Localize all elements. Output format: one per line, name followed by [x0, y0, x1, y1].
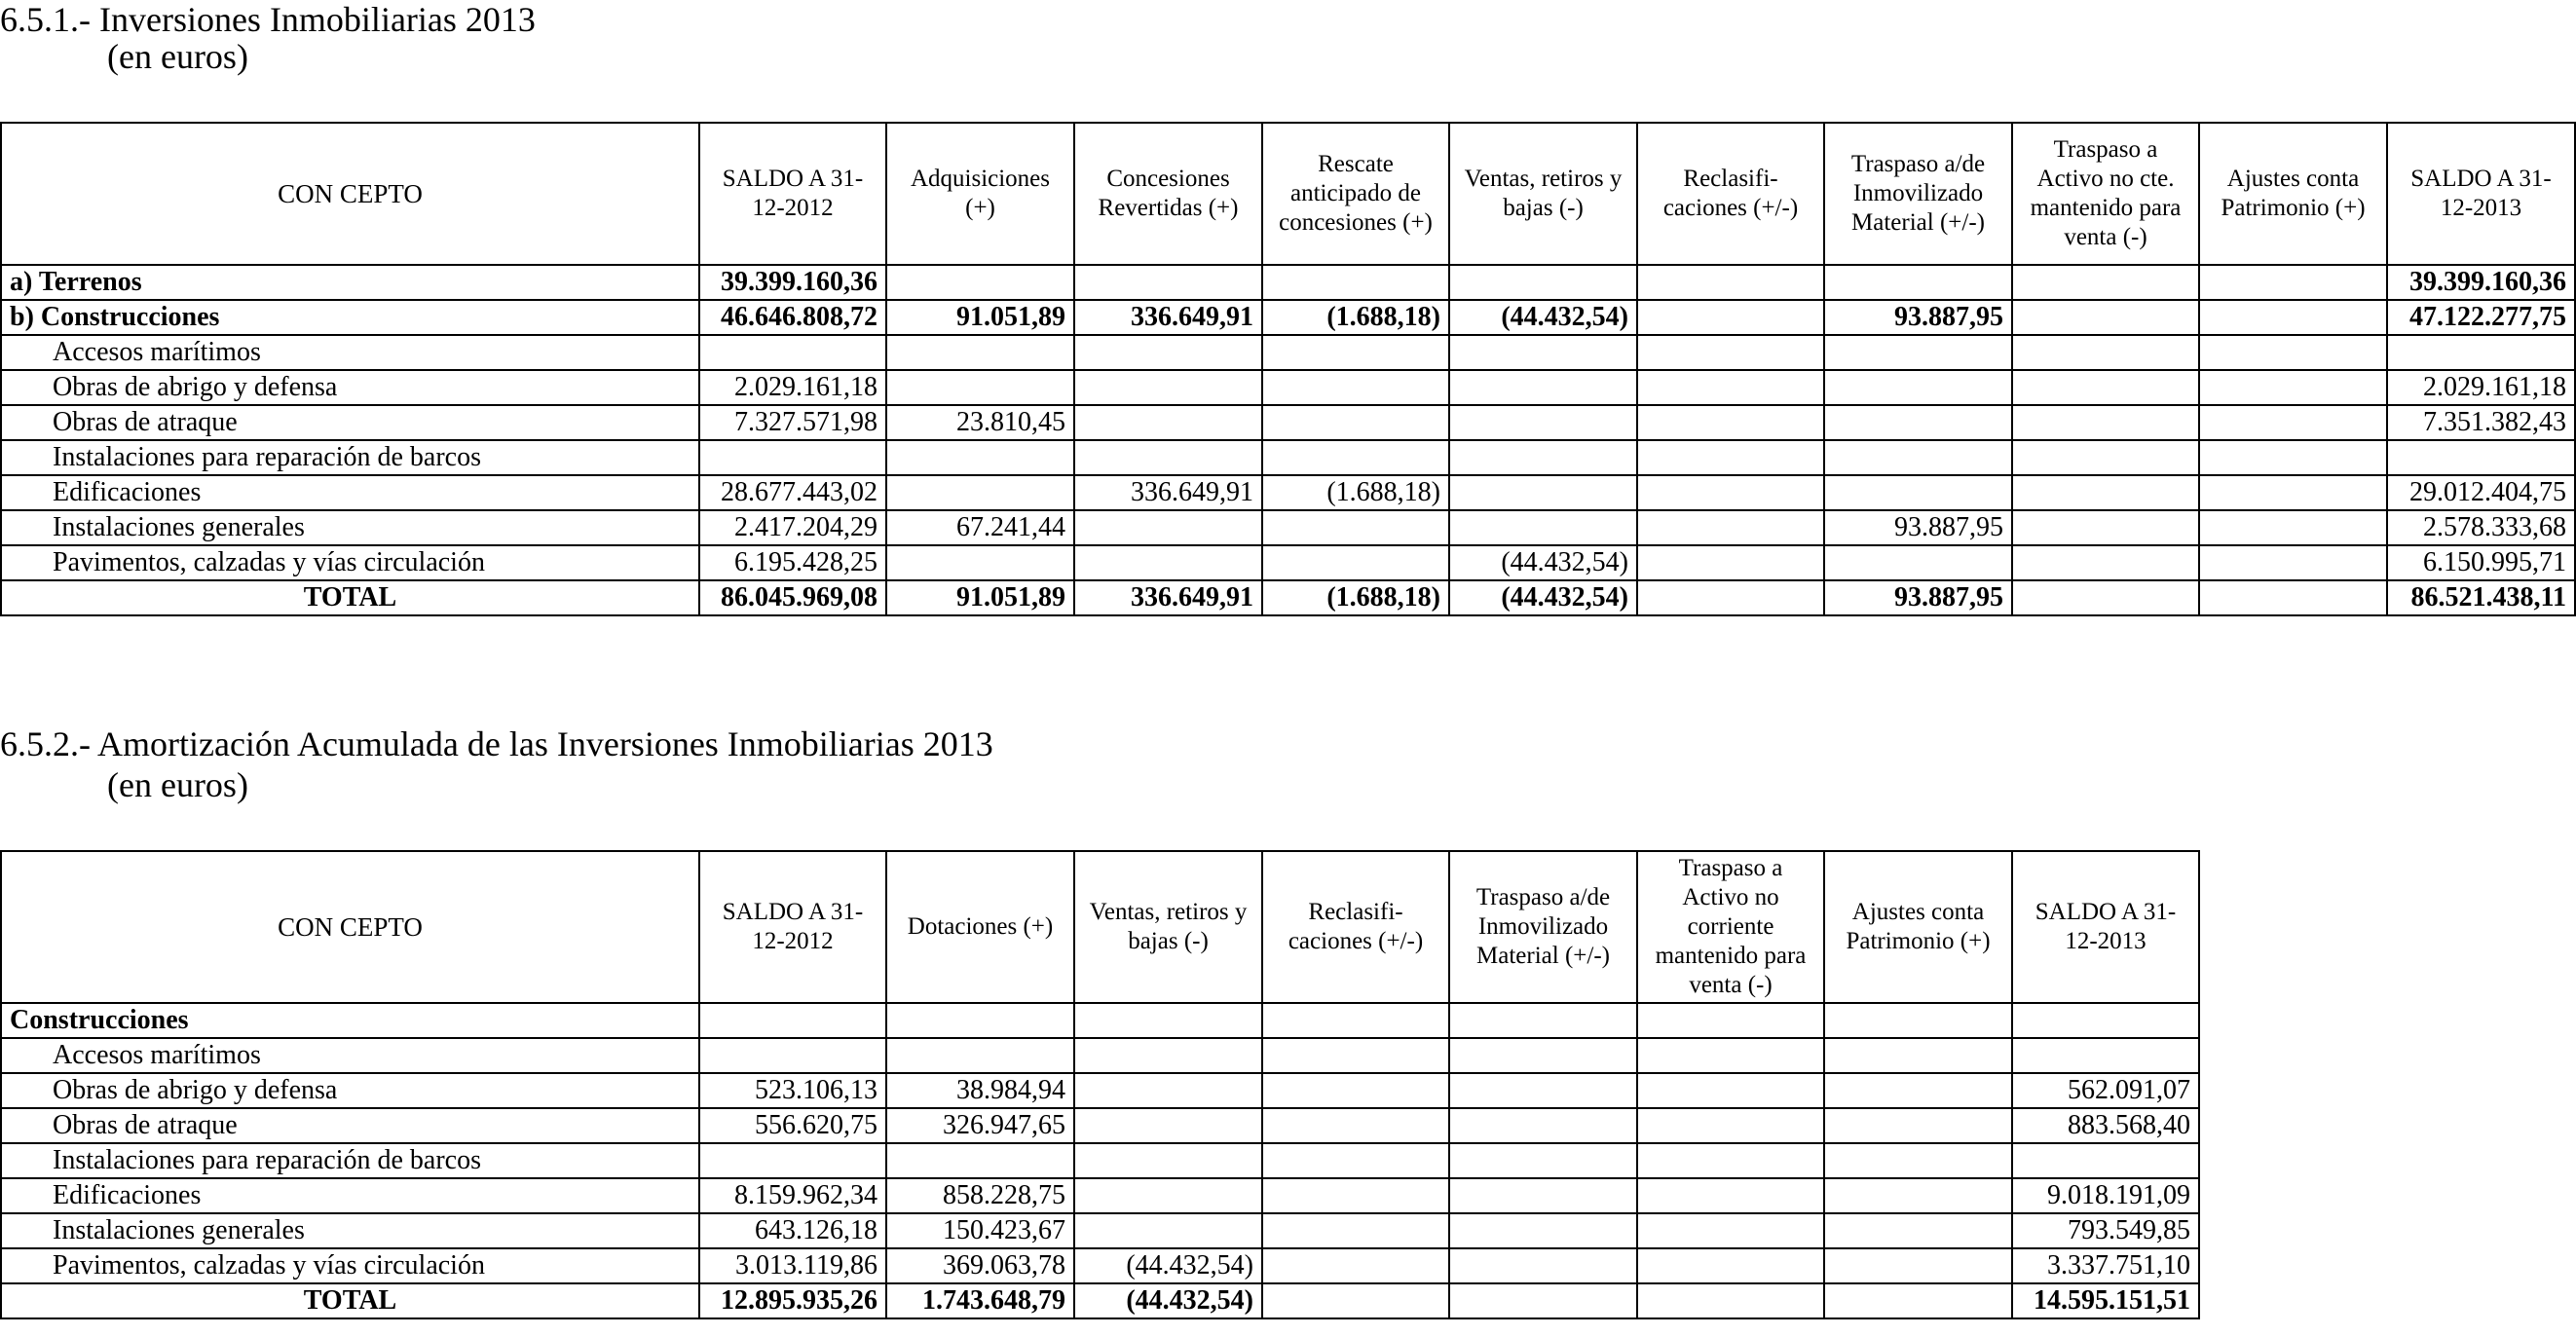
value-cell: 1.743.648,79 — [886, 1283, 1074, 1318]
value-cell: 150.423,67 — [886, 1213, 1074, 1248]
value-cell — [1449, 1143, 1637, 1178]
value-cell — [1262, 405, 1449, 440]
value-cell — [1449, 1213, 1637, 1248]
column-header: SALDO A 31-12-2012 — [699, 123, 886, 265]
row-label: b) Construcciones — [1, 300, 699, 335]
value-cell — [1824, 1248, 2012, 1283]
value-cell — [1262, 545, 1449, 580]
value-cell — [2199, 370, 2387, 405]
value-cell — [1637, 1108, 1824, 1143]
value-cell: 3.013.119,86 — [699, 1248, 886, 1283]
value-cell — [1824, 405, 2012, 440]
value-cell — [1074, 1213, 1262, 1248]
value-cell: (1.688,18) — [1262, 580, 1449, 615]
row-label: TOTAL — [1, 580, 699, 615]
value-cell — [1637, 1038, 1824, 1073]
column-header: Ajustes conta Patrimonio (+) — [2199, 123, 2387, 265]
value-cell — [2012, 370, 2199, 405]
row-label: Obras de atraque — [1, 1108, 699, 1143]
table-row — [1, 1213, 2199, 1248]
value-cell — [2012, 1143, 2199, 1178]
value-cell: 47.122.277,75 — [2387, 300, 2575, 335]
value-cell — [1637, 475, 1824, 510]
value-cell — [1824, 1213, 2012, 1248]
table-row — [1, 335, 2575, 370]
column-header: SALDO A 31-12-2013 — [2387, 123, 2575, 265]
value-cell: 93.887,95 — [1824, 580, 2012, 615]
value-cell: 6.195.428,25 — [699, 545, 886, 580]
section1-subtitle: (en euros) — [107, 37, 248, 76]
value-cell: (1.688,18) — [1262, 300, 1449, 335]
column-header: Rescate anticipado de concesiones (+) — [1262, 123, 1449, 265]
row-label: TOTAL — [1, 1283, 699, 1318]
value-cell — [2199, 510, 2387, 545]
value-cell — [2012, 1038, 2199, 1073]
value-cell — [1262, 1003, 1449, 1038]
value-cell — [1449, 405, 1637, 440]
column-header: Traspaso a/de Inmovilizado Material (+/-) — [1824, 123, 2012, 265]
value-cell: 91.051,89 — [886, 300, 1074, 335]
value-cell: 336.649,91 — [1074, 300, 1262, 335]
table-header-row — [1, 851, 2199, 1003]
value-cell — [1824, 1143, 2012, 1178]
table-row — [1, 1178, 2199, 1213]
value-cell — [1262, 1108, 1449, 1143]
value-cell: (44.432,54) — [1449, 300, 1637, 335]
value-cell — [1449, 1248, 1637, 1283]
value-cell — [1074, 370, 1262, 405]
value-cell — [1449, 335, 1637, 370]
value-cell — [699, 335, 886, 370]
value-cell — [1449, 1073, 1637, 1108]
value-cell — [1449, 440, 1637, 475]
value-cell — [2199, 265, 2387, 300]
value-cell — [1637, 1213, 1824, 1248]
value-cell: 643.126,18 — [699, 1213, 886, 1248]
value-cell: 336.649,91 — [1074, 580, 1262, 615]
value-cell — [1824, 475, 2012, 510]
value-cell — [2199, 300, 2387, 335]
row-label: Edificaciones — [1, 1178, 699, 1213]
value-cell: 793.549,85 — [2012, 1213, 2199, 1248]
value-cell: 858.228,75 — [886, 1178, 1074, 1213]
value-cell — [1824, 335, 2012, 370]
value-cell — [2012, 1003, 2199, 1038]
value-cell — [886, 1038, 1074, 1073]
value-cell — [1074, 335, 1262, 370]
value-cell — [1449, 1108, 1637, 1143]
table-row — [1, 1108, 2199, 1143]
value-cell — [2012, 475, 2199, 510]
value-cell: (44.432,54) — [1449, 545, 1637, 580]
value-cell — [1262, 1178, 1449, 1213]
table-row — [1, 475, 2575, 510]
value-cell — [1637, 370, 1824, 405]
value-cell: 556.620,75 — [699, 1108, 886, 1143]
column-header: Traspaso a/de Inmovilizado Material (+/-) — [1449, 851, 1637, 1003]
value-cell — [2387, 335, 2575, 370]
column-header: Adquisiciones (+) — [886, 123, 1074, 265]
value-cell: 93.887,95 — [1824, 510, 2012, 545]
table-row — [1, 1038, 2199, 1073]
value-cell: 6.150.995,71 — [2387, 545, 2575, 580]
value-cell: 326.947,65 — [886, 1108, 1074, 1143]
value-cell: 523.106,13 — [699, 1073, 886, 1108]
value-cell — [1262, 265, 1449, 300]
column-header: Reclasifi- caciones (+/-) — [1262, 851, 1449, 1003]
value-cell — [2199, 475, 2387, 510]
value-cell: 2.029.161,18 — [699, 370, 886, 405]
value-cell: 86.045.969,08 — [699, 580, 886, 615]
row-label: Obras de abrigo y defensa — [1, 370, 699, 405]
column-header: Dotaciones (+) — [886, 851, 1074, 1003]
value-cell — [1824, 370, 2012, 405]
value-cell — [2199, 545, 2387, 580]
value-cell: 93.887,95 — [1824, 300, 2012, 335]
value-cell — [1637, 1073, 1824, 1108]
value-cell: 2.578.333,68 — [2387, 510, 2575, 545]
column-header: Reclasifi- caciones (+/-) — [1637, 123, 1824, 265]
value-cell — [1449, 475, 1637, 510]
amortizacion-acumulada-table — [0, 850, 2200, 1319]
value-cell — [1824, 1178, 2012, 1213]
value-cell: 12.895.935,26 — [699, 1283, 886, 1318]
value-cell — [886, 440, 1074, 475]
column-header: SALDO A 31-12-2012 — [699, 851, 886, 1003]
value-cell — [1637, 545, 1824, 580]
row-label: Instalaciones para reparación de barcos — [1, 440, 699, 475]
value-cell — [1449, 1038, 1637, 1073]
value-cell — [1824, 1073, 2012, 1108]
value-cell: 9.018.191,09 — [2012, 1178, 2199, 1213]
value-cell — [1449, 510, 1637, 545]
value-cell — [1824, 545, 2012, 580]
table-row — [1, 405, 2575, 440]
value-cell: 91.051,89 — [886, 580, 1074, 615]
row-label: Obras de abrigo y defensa — [1, 1073, 699, 1108]
value-cell: 67.241,44 — [886, 510, 1074, 545]
value-cell — [886, 265, 1074, 300]
value-cell — [1637, 440, 1824, 475]
value-cell — [1449, 265, 1637, 300]
value-cell — [1074, 545, 1262, 580]
value-cell — [2012, 265, 2199, 300]
value-cell: 2.417.204,29 — [699, 510, 886, 545]
value-cell: 7.351.382,43 — [2387, 405, 2575, 440]
row-label: Accesos marítimos — [1, 335, 699, 370]
value-cell: 38.984,94 — [886, 1073, 1074, 1108]
value-cell — [886, 1143, 1074, 1178]
value-cell — [2199, 335, 2387, 370]
value-cell — [1637, 335, 1824, 370]
value-cell — [1262, 1213, 1449, 1248]
value-cell: 336.649,91 — [1074, 475, 1262, 510]
concept-header: CON CEPTO — [1, 851, 699, 1003]
value-cell: (44.432,54) — [1449, 580, 1637, 615]
value-cell — [886, 1003, 1074, 1038]
table-row — [1, 1248, 2199, 1283]
value-cell — [1824, 1283, 2012, 1318]
total-row — [1, 1283, 2199, 1318]
value-cell — [2012, 580, 2199, 615]
value-cell — [1824, 1038, 2012, 1073]
section2-subtitle: (en euros) — [107, 765, 248, 804]
value-cell — [886, 475, 1074, 510]
row-label: Instalaciones generales — [1, 1213, 699, 1248]
value-cell: (44.432,54) — [1074, 1248, 1262, 1283]
row-label: Instalaciones generales — [1, 510, 699, 545]
value-cell: 14.595.151,51 — [2012, 1283, 2199, 1318]
column-header: Traspaso a Activo no corriente mantenido para venta (-) — [1637, 851, 1824, 1003]
column-header: Traspaso a Activo no cte. mantenido para venta (-) — [2012, 123, 2199, 265]
value-cell — [2199, 580, 2387, 615]
value-cell — [1637, 1178, 1824, 1213]
value-cell — [1262, 1283, 1449, 1318]
value-cell: 369.063,78 — [886, 1248, 1074, 1283]
value-cell — [1074, 1143, 1262, 1178]
table-row — [1, 300, 2575, 335]
section2-title: 6.5.2.- Amortización Acumulada de las Inversiones Inmobiliarias 2013 — [0, 724, 993, 763]
column-header: Ajustes conta Patrimonio (+) — [1824, 851, 2012, 1003]
value-cell — [1637, 265, 1824, 300]
value-cell — [1262, 510, 1449, 545]
row-label: Pavimentos, calzadas y vías circulación — [1, 1248, 699, 1283]
value-cell: 46.646.808,72 — [699, 300, 886, 335]
value-cell: 7.327.571,98 — [699, 405, 886, 440]
value-cell — [1074, 1108, 1262, 1143]
value-cell — [1637, 510, 1824, 545]
inversiones-inmobiliarias-table — [0, 122, 2576, 616]
value-cell — [1824, 440, 2012, 475]
value-cell: 28.677.443,02 — [699, 475, 886, 510]
value-cell — [2012, 300, 2199, 335]
row-label: a) Terrenos — [1, 265, 699, 300]
value-cell — [1262, 1248, 1449, 1283]
value-cell — [1074, 1073, 1262, 1108]
value-cell: (44.432,54) — [1074, 1283, 1262, 1318]
value-cell: 2.029.161,18 — [2387, 370, 2575, 405]
value-cell — [1074, 1038, 1262, 1073]
value-cell: 562.091,07 — [2012, 1073, 2199, 1108]
row-label: Edificaciones — [1, 475, 699, 510]
value-cell — [1637, 300, 1824, 335]
value-cell — [1262, 440, 1449, 475]
value-cell — [1074, 265, 1262, 300]
value-cell: 23.810,45 — [886, 405, 1074, 440]
value-cell — [1824, 1003, 2012, 1038]
value-cell — [1637, 1003, 1824, 1038]
value-cell — [886, 370, 1074, 405]
value-cell — [699, 1003, 886, 1038]
value-cell — [699, 1143, 886, 1178]
row-label: Obras de atraque — [1, 405, 699, 440]
value-cell — [2012, 405, 2199, 440]
value-cell — [2012, 440, 2199, 475]
row-label: Accesos marítimos — [1, 1038, 699, 1073]
value-cell — [1449, 1003, 1637, 1038]
value-cell — [1074, 1003, 1262, 1038]
row-label: Pavimentos, calzadas y vías circulación — [1, 545, 699, 580]
table-header-row — [1, 123, 2575, 265]
value-cell — [1262, 370, 1449, 405]
value-cell — [1637, 1143, 1824, 1178]
value-cell — [1262, 1073, 1449, 1108]
table-row — [1, 1073, 2199, 1108]
value-cell — [1262, 1038, 1449, 1073]
value-cell: 39.399.160,36 — [699, 265, 886, 300]
value-cell: 39.399.160,36 — [2387, 265, 2575, 300]
value-cell — [1262, 335, 1449, 370]
table-row — [1, 370, 2575, 405]
value-cell — [699, 440, 886, 475]
value-cell: 86.521.438,11 — [2387, 580, 2575, 615]
table-row — [1, 545, 2575, 580]
table-row — [1, 510, 2575, 545]
value-cell — [886, 545, 1074, 580]
value-cell — [2387, 440, 2575, 475]
value-cell — [1449, 1283, 1637, 1318]
value-cell — [1074, 405, 1262, 440]
column-header: Ventas, retiros y bajas (-) — [1449, 123, 1637, 265]
section1-title: 6.5.1.- Inversiones Inmobiliarias 2013 — [0, 0, 536, 39]
value-cell — [1074, 440, 1262, 475]
value-cell — [1074, 1178, 1262, 1213]
value-cell — [1637, 1248, 1824, 1283]
value-cell — [1449, 1178, 1637, 1213]
value-cell: 883.568,40 — [2012, 1108, 2199, 1143]
value-cell — [1824, 1108, 2012, 1143]
value-cell — [1824, 265, 2012, 300]
value-cell — [1637, 405, 1824, 440]
table-row — [1, 1003, 2199, 1038]
value-cell — [2199, 440, 2387, 475]
value-cell — [1262, 1143, 1449, 1178]
value-cell: 8.159.962,34 — [699, 1178, 886, 1213]
total-row — [1, 580, 2575, 615]
value-cell: (1.688,18) — [1262, 475, 1449, 510]
table-row — [1, 265, 2575, 300]
column-header: Ventas, retiros y bajas (-) — [1074, 851, 1262, 1003]
table-row — [1, 440, 2575, 475]
concept-header: CON CEPTO — [1, 123, 699, 265]
value-cell — [1074, 510, 1262, 545]
value-cell — [699, 1038, 886, 1073]
column-header: SALDO A 31-12-2013 — [2012, 851, 2199, 1003]
value-cell — [1637, 580, 1824, 615]
value-cell — [2012, 335, 2199, 370]
column-header: Concesiones Revertidas (+) — [1074, 123, 1262, 265]
row-label: Construcciones — [1, 1003, 699, 1038]
value-cell — [2012, 545, 2199, 580]
value-cell: 3.337.751,10 — [2012, 1248, 2199, 1283]
value-cell — [2199, 405, 2387, 440]
table-row — [1, 1143, 2199, 1178]
value-cell — [1449, 370, 1637, 405]
value-cell — [886, 335, 1074, 370]
value-cell — [1637, 1283, 1824, 1318]
row-label: Instalaciones para reparación de barcos — [1, 1143, 699, 1178]
value-cell — [2012, 510, 2199, 545]
value-cell: 29.012.404,75 — [2387, 475, 2575, 510]
